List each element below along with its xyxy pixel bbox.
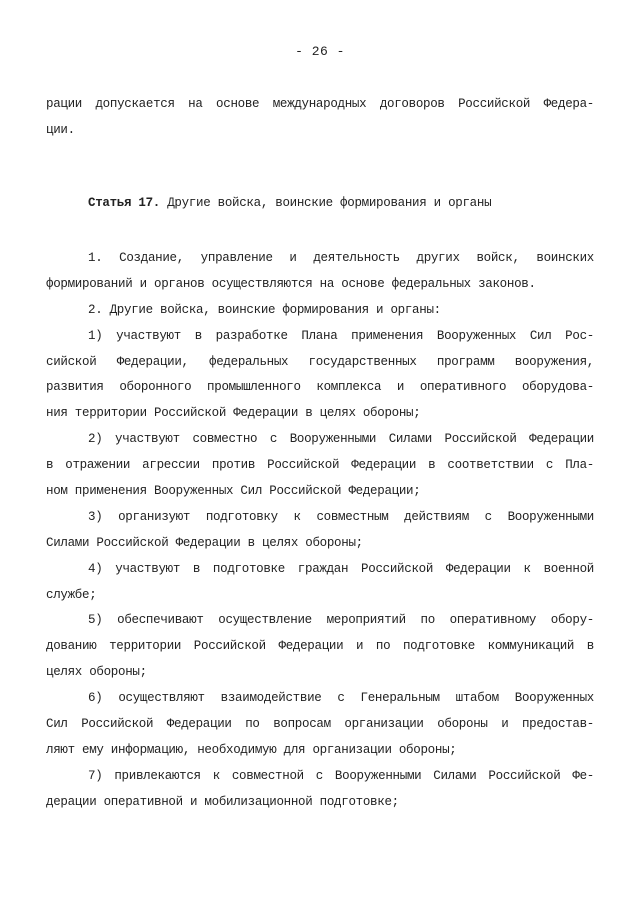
- text-line: 3) организуют подготовку к совместным действиям с Вооруженными: [88, 509, 594, 524]
- text-line: сийской Федерации, федеральных государственных программ вооружения,: [46, 354, 594, 369]
- text-line: Силами Российской Федерации в целях обороны;: [46, 535, 363, 550]
- text-line: 5) обеспечивают осуществление мероприятий по оперативному обору-: [88, 613, 594, 628]
- text-line: в отражении агрессии против Российской Федерации в соответствии с Пла-: [46, 458, 594, 473]
- intro-paragraph: [46, 92, 594, 144]
- article-heading: [88, 196, 491, 210]
- text-line: дерации оперативной и мобилизационной подготовке;: [46, 794, 399, 809]
- text-line: ляют ему информацию, необходимую для организации обороны;: [46, 742, 457, 757]
- text-line: 6) осуществляют взаимодействие с Генеральным штабом Вооруженных: [88, 691, 594, 706]
- text-line: 2. Другие войска, воинские формирования и органы:: [88, 302, 441, 317]
- text-line: 7) привлекаются к совместной с Вооруженными Силами Российской Фе-: [88, 768, 594, 783]
- text-line: ции.: [46, 122, 75, 137]
- text-line: службе;: [46, 587, 97, 602]
- text-line: 4) участвуют в подготовке граждан Российской Федерации к военной: [88, 561, 594, 576]
- text-line: развития оборонного промышленного комплекса и оперативного оборудова-: [46, 380, 594, 395]
- text-line: целях обороны;: [46, 665, 147, 680]
- page-number: - 26 -: [295, 44, 345, 59]
- article-label: Статья 17.: [88, 196, 161, 210]
- text-line: дованию территории Российской Федерации и по подготовке коммуникаций в: [46, 639, 594, 654]
- text-line: рации допускается на основе международных договоров Российской Федера-: [46, 97, 594, 111]
- text-line: 1. Создание, управление и деятельность других войск, воинских: [88, 251, 594, 265]
- article-body: [46, 246, 594, 816]
- text-line: 2) участвуют совместно с Вооруженными Силами Российской Федерации: [88, 432, 594, 447]
- text-line: ния территории Российской Федерации в целях обороны;: [46, 406, 421, 421]
- article-title: Другие войска, воинские формирования и органы: [167, 196, 492, 210]
- text-line: Сил Российской Федерации по вопросам организации обороны и предостав-: [46, 717, 594, 732]
- text-line: 1) участвуют в разработке Плана применения Вооруженных Сил Рос-: [88, 328, 594, 343]
- text-line: формирований и органов осуществляются на основе федеральных законов.: [46, 276, 536, 291]
- text-line: ном применения Вооруженных Сил Российской Федерации;: [46, 484, 421, 499]
